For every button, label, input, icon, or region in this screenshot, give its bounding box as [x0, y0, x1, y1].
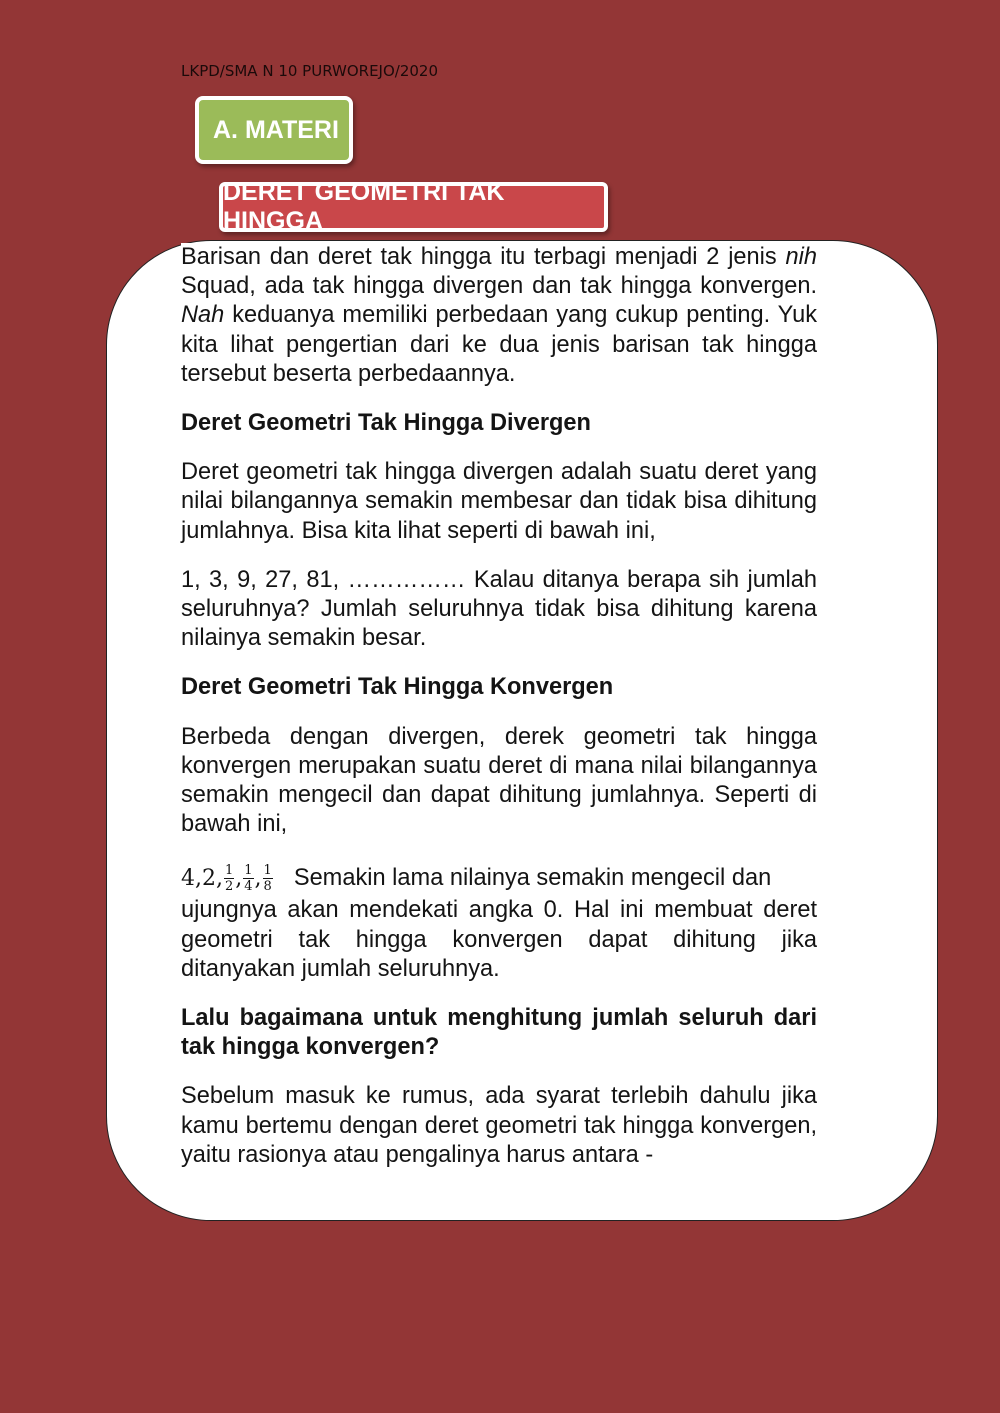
fraction-half: $\frac{1}{2}$	[224, 863, 234, 895]
page-header: LKPD/SMA N 10 PURWOREJO/2020	[181, 62, 439, 80]
question-paragraph: Sebelum masuk ke rumus, ada syarat terlebih dahulu jika kamu bertemu dengan deret geometri tak hingga konvergen, yaitu rasionya atau pengalinya harus antara -	[181, 1083, 817, 1168]
section-materi-button: A. MATERI	[195, 96, 353, 164]
konvergen-example-first: Semakin lama nilainya semakin mengecil dan	[293, 865, 772, 892]
fraction-eighth: $\frac{1}{8}$	[263, 863, 272, 895]
fraction-quarter: $\frac{1}{4}$	[244, 863, 253, 895]
content-text	[181, 243, 817, 1170]
question-heading: Lalu bagaimana untuk menghitung jumlah seluruh dari tak hingga konvergen?	[181, 1005, 817, 1061]
konvergen-heading: Deret Geometri Tak Hingga Konvergen	[181, 674, 614, 701]
konvergen-series: 4,2, $\frac{1}{2}$ , $\frac{1}{4}$ , $\frac{1}{8}$	[181, 863, 272, 895]
topic-title-button: DERET GEOMETRI TAK HINGGA	[219, 182, 608, 232]
konvergen-paragraph: Berbeda dengan divergen, derek geometri tak hingga konvergen merupakan suatu deret di mana nilai bilangannya semakin mengecil dan dapat dihitung jumlahnya. Seperti di bawah ini,	[181, 723, 817, 838]
konvergen-example-rest: ujungnya akan mendekati angka 0. Hal ini membuat deret geometri tak hingga konvergen dapat dihitung jika ditanyakan jumlah seluruhnya.	[181, 897, 817, 982]
konvergen-series-line	[181, 863, 817, 894]
divergen-paragraph: Deret geometri tak hingga divergen adalah suatu deret yang nilai bilangannya semakin membesar dan tidak bisa dihitung jumlahnya. Bisa kita lihat seperti di bawah ini,	[181, 459, 817, 544]
divergen-heading: Deret Geometri Tak Hingga Divergen	[181, 410, 591, 437]
divergen-example: 1, 3, 9, 27, 81, …………… Kalau ditanya berapa sih jumlah seluruhnya? Jumlah seluruhnya tidak bisa dihitung karena nilainya semakin besar.	[181, 566, 817, 652]
intro-paragraph: Barisan dan deret tak hingga itu terbagi menjadi 2 jenis nih Squad, ada tak hingga divergen dan tak hingga konvergen. Nah keduanya memiliki perbedaan yang cukup penting. Yuk kita lihat pengertian dari ke dua jenis barisan tak hingga tersebut beserta perbedaannya.	[181, 243, 817, 389]
